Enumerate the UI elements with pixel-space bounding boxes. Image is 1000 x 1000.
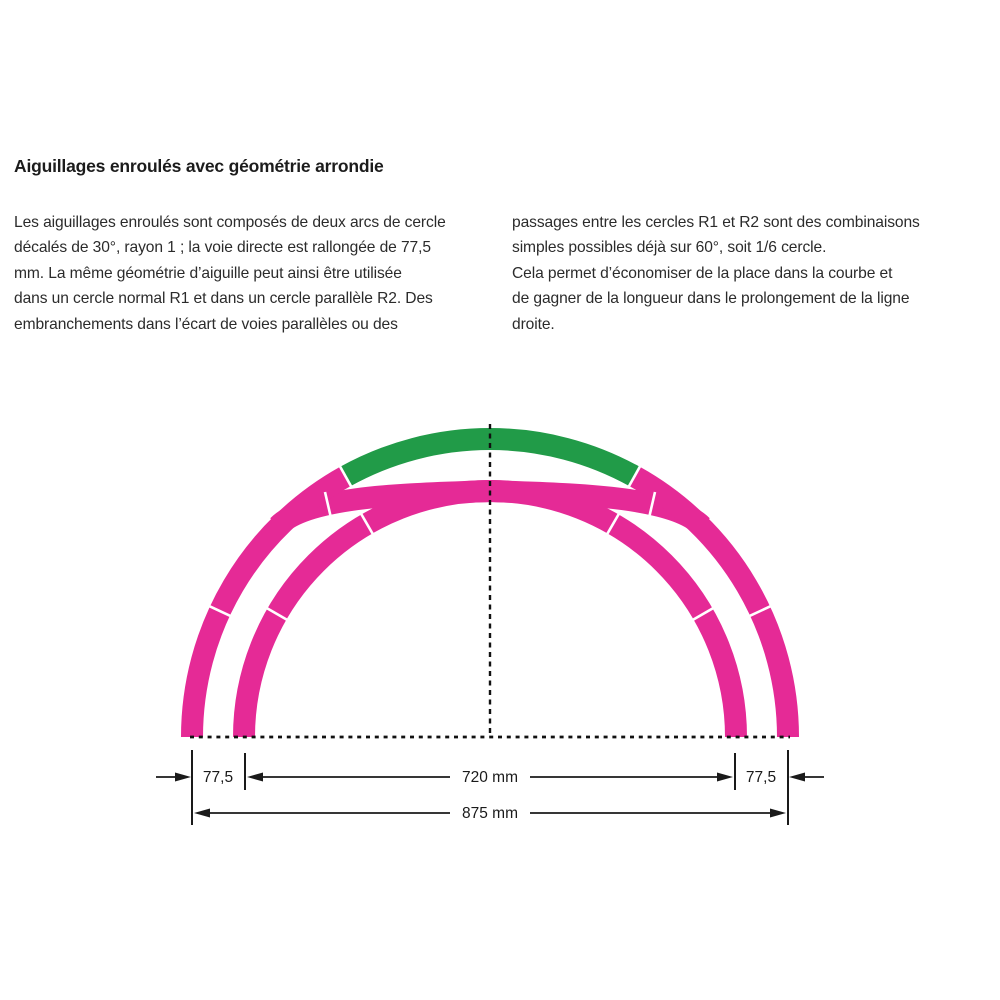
- text-line: dans un cercle normal R1 et dans un cercle parallèle R2. Des: [14, 290, 433, 308]
- text-line: droite.: [512, 315, 555, 333]
- text-line: passages entre les cercles R1 et R2 sont des combinaisons: [512, 214, 920, 231]
- dim-label-right-offset: 77,5: [745, 769, 777, 786]
- dim-arrow: [789, 773, 805, 782]
- dim-label-inner-span: 720 mm: [462, 769, 518, 786]
- text-line: simples possibles déjà sur 60°, soit 1/6 cercle.: [512, 239, 827, 257]
- page-title: Aiguillages enroulés avec géométrie arrondie: [14, 156, 384, 176]
- dim-label-left-offset: 77,5: [202, 769, 234, 786]
- text-line: de gagner de la longueur dans le prolongement de la ligne: [512, 290, 910, 308]
- dim-arrow: [247, 773, 263, 782]
- text-line: embranchements dans l’écart de voies parallèles ou des: [14, 315, 398, 333]
- text-line: Les aiguillages enroulés sont composés de deux arcs de cercle: [14, 214, 446, 231]
- dim-arrow: [717, 773, 733, 782]
- text-line: Cela permet d’économiser de la place dans la courbe et: [512, 264, 893, 282]
- dim-arrow: [194, 809, 210, 818]
- dim-arrow: [770, 809, 786, 818]
- text-line: mm. La même géométrie d’aiguille peut ainsi être utilisée: [14, 264, 402, 282]
- dim-arrow: [175, 773, 191, 782]
- text-line: décalés de 30°, rayon 1 ; la voie directe est rallongée de 77,5: [14, 239, 431, 257]
- dim-label-outer-span: 875 mm: [462, 805, 518, 822]
